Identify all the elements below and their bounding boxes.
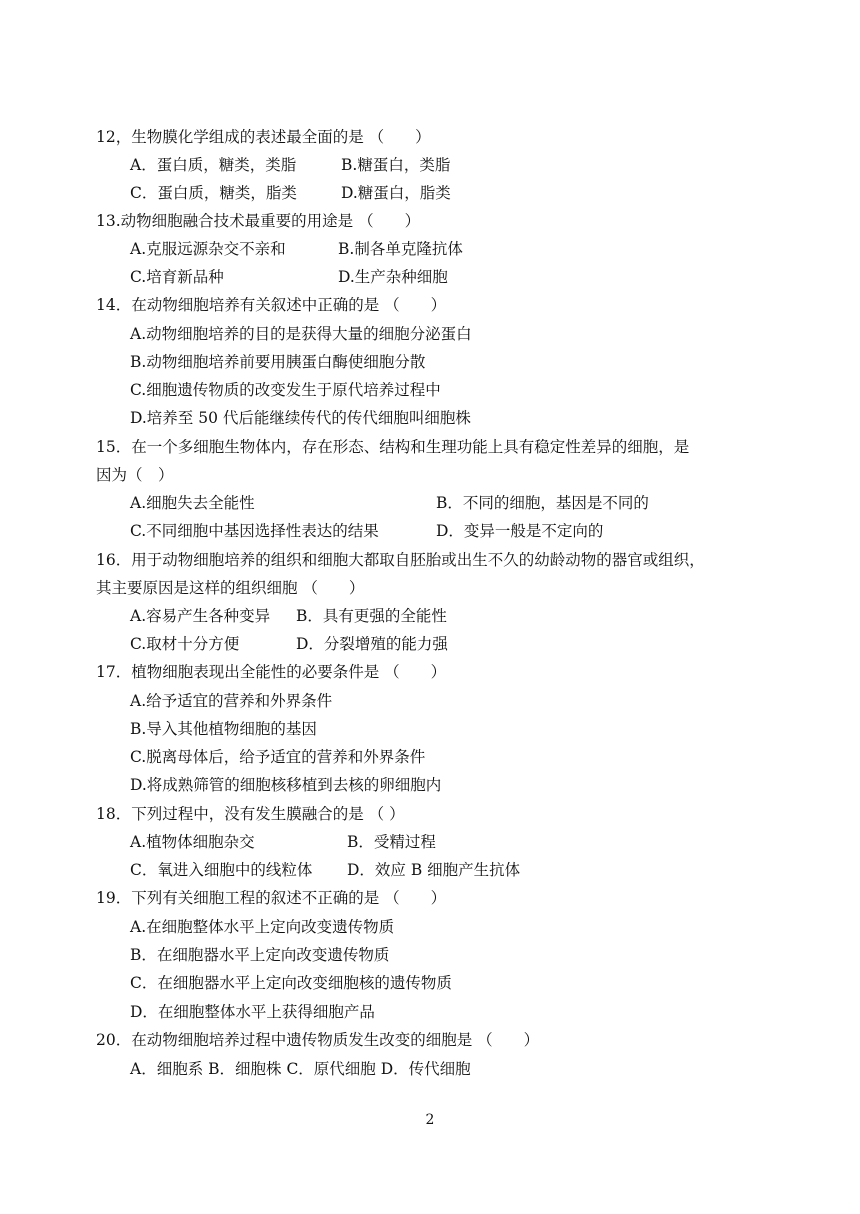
question-13-stem: 13.动物细胞融合技术最重要的用途是 （ ） (96, 212, 421, 230)
question-18-stem: 18．下列过程中，没有发生膜融合的是 （ ） (96, 805, 405, 823)
question-17-option-b: B.导入其他植物细胞的基因 (130, 720, 317, 738)
question-16-option-c: C.取材十分方便 (130, 635, 240, 653)
question-19-option-b: B．在细胞器水平上定向改变遗传物质 (130, 946, 390, 964)
question-15-option-d: D．变异一般是不定向的 (436, 522, 604, 540)
question-15-stem: 15．在一个多细胞生物体内，存在形态、结构和生理功能上具有稳定性差异的细胞，是 (96, 438, 690, 456)
question-18-option-a: A.植物体细胞杂交 (130, 833, 255, 851)
question-14-stem: 14．在动物细胞培养有关叙述中正确的是 （ ） (96, 296, 447, 314)
question-13-option-a: A.克服远源杂交不亲和 (130, 240, 286, 258)
question-19-option-d: D．在细胞整体水平上获得细胞产品 (130, 1003, 375, 1021)
question-12-option-d: D.糖蛋白，脂类 (341, 184, 451, 202)
question-12-option-c: C．蛋白质，糖类，脂类 (130, 184, 297, 202)
question-16-stem: 16．用于动物细胞培养的组织和细胞大都取自胚胎或出生不久的幼龄动物的器官或组织， (96, 551, 705, 569)
question-16-option-d: D．分裂增殖的能力强 (296, 635, 448, 653)
question-20-stem: 20．在动物细胞培养过程中遗传物质发生改变的细胞是 （ ） (96, 1031, 540, 1049)
question-14-option-b: B.动物细胞培养前要用胰蛋白酶使细胞分散 (130, 353, 426, 371)
question-18-option-c: C．氧进入细胞中的线粒体 (130, 861, 313, 879)
question-15-option-b: B．不同的细胞，基因是不同的 (436, 494, 649, 512)
question-19-option-c: C．在细胞器水平上定向改变细胞核的遗传物质 (130, 974, 452, 992)
question-20-options: A．细胞系 B．细胞株 C．原代细胞 D．传代细胞 (130, 1060, 471, 1078)
question-16-option-b: B．具有更强的全能性 (296, 607, 447, 625)
question-12-option-a: A．蛋白质，糖类，类脂 (130, 156, 297, 174)
question-17-option-a: A.给予适宜的营养和外界条件 (130, 692, 333, 710)
question-19-stem: 19．下列有关细胞工程的叙述不正确的是 （ ） (96, 889, 447, 907)
question-15-stem-continuation: 因为（ ） (96, 466, 174, 484)
question-17-option-d: D.将成熟筛管的细胞核移植到去核的卵细胞内 (130, 776, 442, 794)
question-14-option-a: A.动物细胞培养的目的是获得大量的细胞分泌蛋白 (130, 325, 472, 343)
question-13-option-b: B.制各单克隆抗体 (338, 240, 463, 258)
question-16-stem-continuation: 其主要原因是这样的组织细胞 （ ） (96, 579, 365, 597)
question-12-stem: 12，生物膜化学组成的表述最全面的是 （ ） (96, 128, 431, 146)
question-13-option-d: D.生产杂种细胞 (338, 268, 448, 286)
question-17-stem: 17．植物细胞表现出全能性的必要条件是 （ ） (96, 663, 447, 681)
question-14-option-d: D.培养至 50 代后能继续传代的传代细胞叫细胞株 (130, 409, 471, 427)
question-17-option-c: C.脱离母体后，给予适宜的营养和外界条件 (130, 748, 426, 766)
question-12-option-b: B.糖蛋白，类脂 (341, 156, 451, 174)
question-15-option-c: C.不同细胞中基因选择性表达的结果 (130, 522, 379, 540)
page-number: 2 (425, 1112, 435, 1128)
question-13-option-c: C.培育新品种 (130, 268, 224, 286)
question-18-option-b: B．受精过程 (347, 833, 436, 851)
question-16-option-a: A.容易产生各种变异 (130, 607, 271, 625)
question-14-option-c: C.细胞遗传物质的改变发生于原代培养过程中 (130, 381, 441, 399)
question-15-option-a: A.细胞失去全能性 (130, 494, 255, 512)
question-19-option-a: A.在细胞整体水平上定向改变遗传物质 (130, 918, 395, 936)
question-18-option-d: D．效应 B 细胞产生抗体 (347, 861, 521, 879)
